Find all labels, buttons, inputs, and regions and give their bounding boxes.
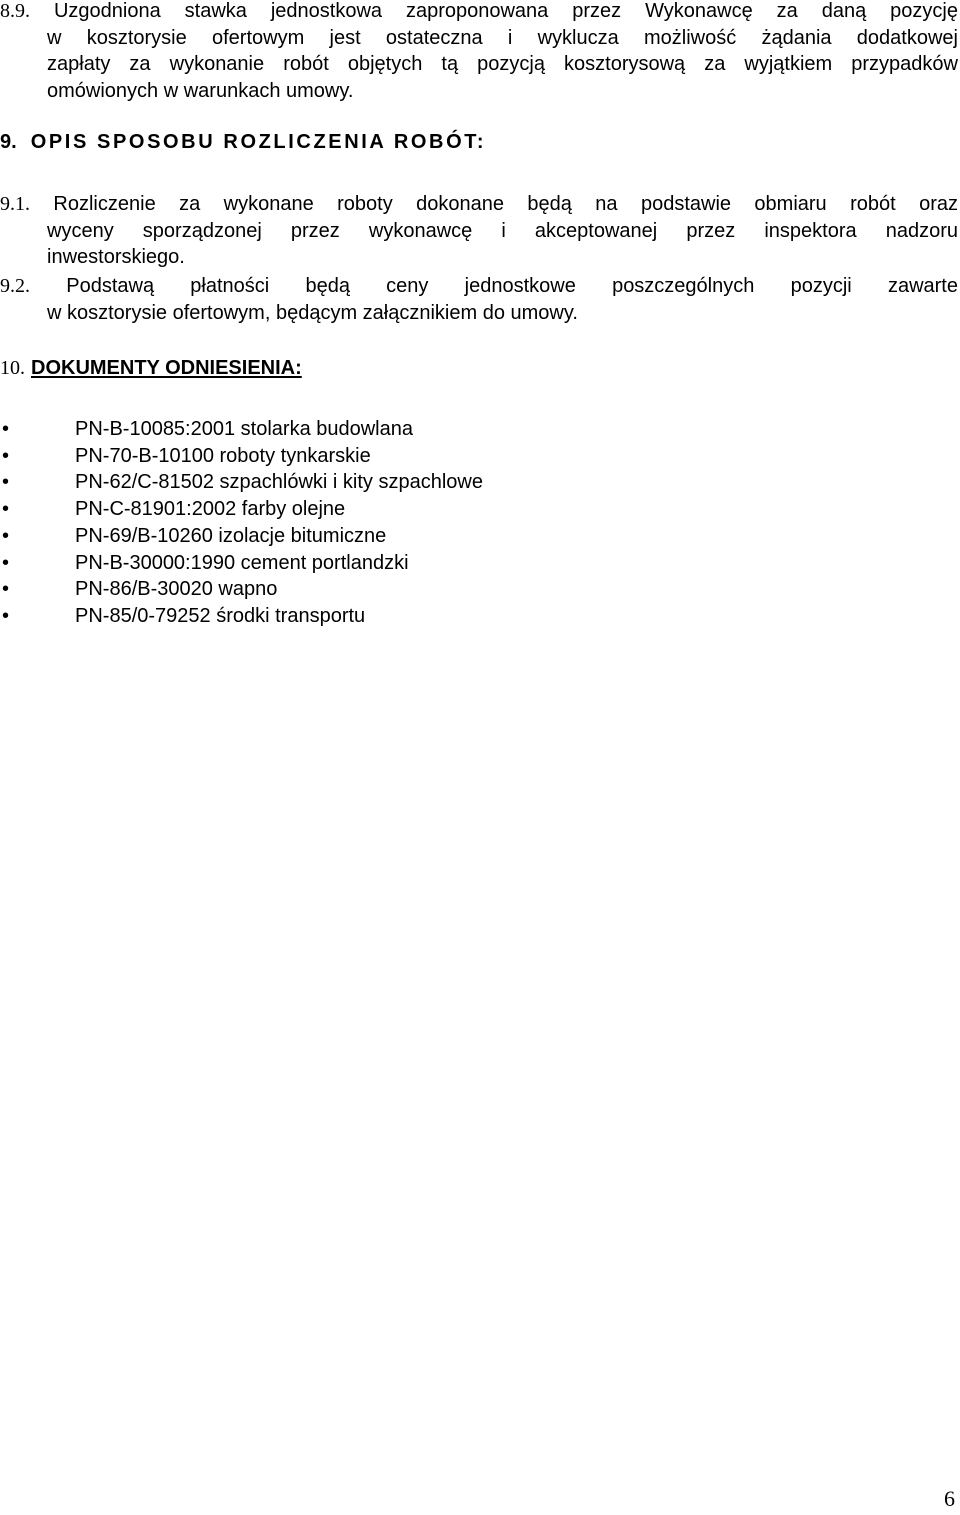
paragraph-8-9-line-2: w kosztorysie ofertowym jest ostateczna i wyklucza możliwość żądania dodatkowej xyxy=(47,26,958,49)
section-number: 9. xyxy=(0,131,17,153)
bullet-icon: • xyxy=(2,498,10,521)
bullet-icon: • xyxy=(2,524,10,547)
paragraph-8-9 xyxy=(0,0,958,104)
section-title: DOKUMENTY ODNIESIENIA: xyxy=(31,357,302,379)
paragraph-9-2 xyxy=(0,273,958,326)
paragraph-9-1-line-2: wyceny sporządzonej przez wykonawcę i akceptowanej przez inspektora nadzoru xyxy=(47,219,958,242)
list-item: • PN-B-30000:1990 cement portlandzki xyxy=(0,550,483,577)
bullet-icon: • xyxy=(2,444,10,467)
section-10-heading xyxy=(0,357,302,380)
bullet-icon: • xyxy=(2,471,10,494)
list-item: • PN-85/0-79252 środki transportu xyxy=(0,603,483,630)
list-item: • PN-86/B-30020 wapno xyxy=(0,576,483,603)
paragraph-8-9-line-4: omówionych w warunkach umowy. xyxy=(47,79,354,102)
page-number: 6 xyxy=(944,1486,955,1511)
list-item: • PN-B-10085:2001 stolarka budowlana xyxy=(0,416,483,443)
paragraph-9-1-line-3: inwestorskiego. xyxy=(47,246,185,268)
bullet-icon: • xyxy=(2,551,10,574)
bullet-icon: • xyxy=(2,604,10,627)
list-item: • PN-69/B-10260 izolacje bitumiczne xyxy=(0,523,483,550)
bullet-icon: • xyxy=(2,578,10,601)
list-item: • PN-62/C-81502 szpachlówki i kity szpachlowe xyxy=(0,469,483,496)
list-item: • PN-70-B-10100 roboty tynkarskie xyxy=(0,443,483,470)
paragraph-number: 8.9. xyxy=(0,0,30,22)
paragraph-8-9-line-1: 8.9. Uzgodniona stawka jednostkowa zaproponowana przez Wykonawcę za daną pozycję xyxy=(0,0,958,22)
paragraph-8-9-line-3: zapłaty za wykonanie robót objętych tą pozycją kosztorysową za wyjątkiem przypadków xyxy=(47,53,958,75)
paragraph-9-1-line-1: 9.1. Rozliczenie za wykonane roboty dokonane będą na podstawie obmiaru robót oraz xyxy=(0,193,958,215)
section-number: 10. xyxy=(0,357,25,379)
list-item: • PN-C-81901:2002 farby olejne xyxy=(0,496,483,523)
reference-documents-list xyxy=(0,416,483,630)
paragraph-number: 9.1. xyxy=(0,193,30,215)
paragraph-number: 9.2. xyxy=(0,275,30,297)
bullet-icon: • xyxy=(2,418,10,440)
section-title: OPIS SPOSOBU ROZLICZENIA ROBÓT: xyxy=(30,131,487,153)
paragraph-9-2-line-1: 9.2. Podstawą płatności będą ceny jednostkowe poszczególnych pozycji zawarte xyxy=(0,275,958,297)
paragraph-9-2-line-2: w kosztorysie ofertowym, będącym załącznikiem do umowy. xyxy=(47,301,578,324)
section-9-heading xyxy=(0,131,486,154)
paragraph-9-1 xyxy=(0,191,958,271)
